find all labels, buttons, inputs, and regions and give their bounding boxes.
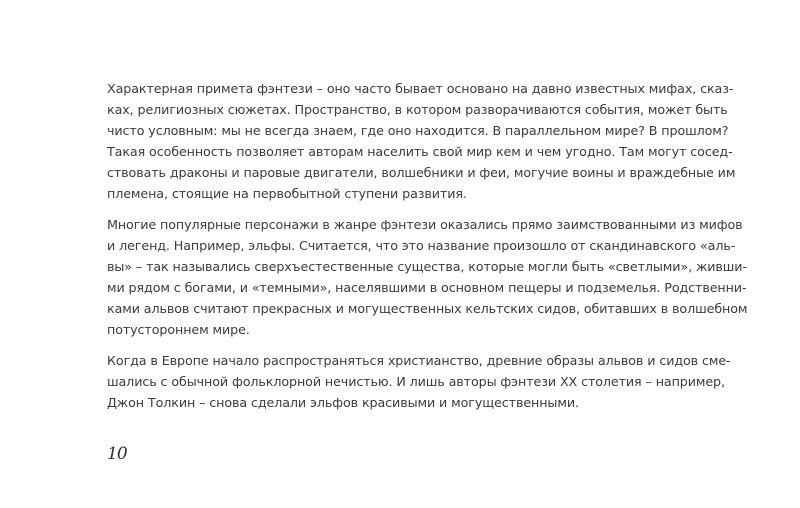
- text-line: Когда в Европе начало распространяться христианство, древние образы альвов и сидов сме-: [107, 353, 731, 368]
- text-line: вы» – так назывались сверхъестественные существа, которые могли быть «светлыми», живши-: [107, 259, 747, 274]
- text-line: Джон Толкин – снова сделали эльфов красивыми и могущественными.: [107, 395, 579, 410]
- text-line: ках, религиозных сюжетах. Пространство, в котором разворачиваются события, может быть: [107, 102, 728, 117]
- text-line: ствовать драконы и паровые двигатели, волшебники и феи, могучие воины и враждебные им: [107, 165, 736, 180]
- text-line: Многие популярные персонажи в жанре фэнтези оказались прямо заимствованными из мифов: [107, 217, 743, 232]
- text-line: потустороннем мире.: [107, 322, 250, 337]
- text-line: и легенд. Например, эльфы. Считается, что это название произошло от скандинавского «аль-: [107, 238, 736, 253]
- text-line: шались с обычной фольклорной нечистью. И лишь авторы фэнтези XX столетия – например,: [107, 374, 725, 389]
- paragraph-3: [107, 350, 731, 413]
- text-line: чисто условным: мы не всегда знаем, где оно находится. В параллельном мире? В прошлом?: [107, 123, 729, 138]
- text-line: ками альвов считают прекрасных и могущественных кельтских сидов, обитавших в волшебном: [107, 301, 748, 316]
- body-text: [107, 78, 748, 423]
- text-line: Такая особенность позволяет авторам населить свой мир кем и чем угодно. Там могут сосед-: [107, 144, 733, 159]
- text-line: ми рядом с богами, и «темными», населявшими в основном пещеры и подземелья. Родственни-: [107, 280, 747, 295]
- text-line: Характерная примета фэнтези – оно часто бывает основано на давно известных мифах, сказ-: [107, 81, 734, 96]
- page-number: 10: [107, 444, 127, 464]
- paragraph-2: [107, 214, 748, 340]
- paragraph-1: [107, 78, 736, 204]
- text-line: племена, стоящие на первобытной ступени развития.: [107, 186, 467, 201]
